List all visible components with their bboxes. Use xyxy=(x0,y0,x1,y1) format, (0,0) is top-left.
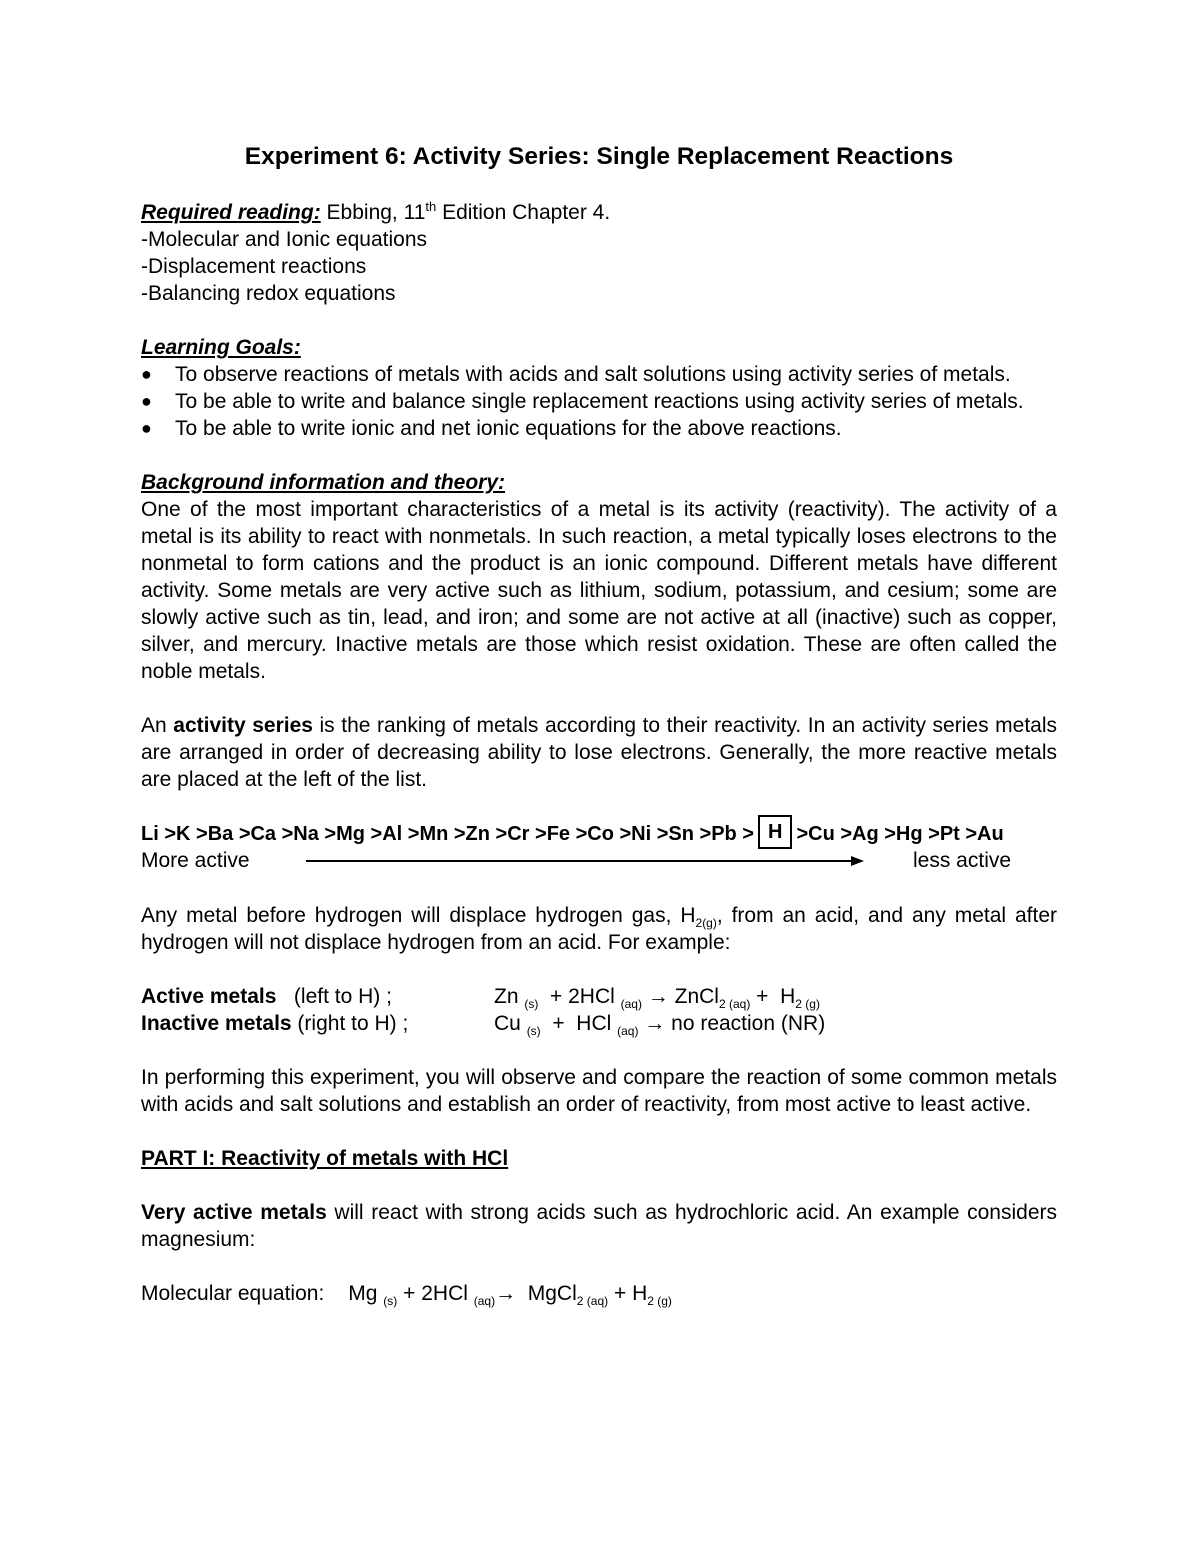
more-active-label: More active xyxy=(141,849,250,872)
para-text: , from an acid, and any metal after hydrogen will not displace hydrogen from an acid. For example: xyxy=(141,904,1057,954)
reading-item: -Displacement reactions xyxy=(141,255,367,278)
eq-part: → no reaction (NR) xyxy=(638,1012,826,1035)
goal-item xyxy=(141,415,1057,442)
series-after-h: >Cu >Ag >Hg >Pt >Au xyxy=(796,823,1004,845)
subscript: (aq) xyxy=(617,1024,639,1039)
subscript: (s) xyxy=(526,1024,541,1039)
molecular-equation-label: Molecular equation: xyxy=(141,1282,325,1305)
background-label: Background information and theory: xyxy=(141,471,506,494)
activity-arrow-row xyxy=(141,847,1057,875)
active-metals-label: Active metals xyxy=(141,985,277,1008)
eq-part: → ZnCl xyxy=(641,985,719,1008)
performing-paragraph: In performing this experiment, you will observe and compare the reaction of some common metals with acids and salt solutions and establish an order of reactivity, from most active to least active. xyxy=(141,1066,1057,1116)
inactive-metals-note: (right to H) ; xyxy=(291,1012,409,1035)
active-metals-example xyxy=(141,983,1057,1010)
subscript: 2(g) xyxy=(695,916,717,931)
eq-part: → MgCl xyxy=(495,1282,577,1305)
inactive-metals-label: Inactive metals xyxy=(141,1012,292,1035)
goal-text: To be able to write and balance single replacement reactions using activity series of metals. xyxy=(175,390,1024,413)
para-text: Any metal before hydrogen will displace hydrogen gas, H xyxy=(141,904,696,927)
activity-series-term: activity series xyxy=(173,714,313,737)
subscript: 2 (g) xyxy=(647,1294,672,1309)
subscript: 2 (aq) xyxy=(718,997,751,1012)
inactive-metals-example xyxy=(141,1010,1057,1037)
eq-part: + HCl xyxy=(540,1012,618,1035)
eq-part: Mg xyxy=(348,1282,384,1305)
para-text: will react with strong acids such as hydrochloric acid. An example considers magnesium: xyxy=(141,1201,1057,1251)
activity-series-paragraph xyxy=(141,712,1057,793)
goal-item xyxy=(141,361,1057,388)
eq-part: + 2HCl xyxy=(397,1282,474,1305)
eq-part: + H xyxy=(750,985,796,1008)
active-metals-equation xyxy=(494,983,820,1010)
eq-part: Cu xyxy=(494,1012,527,1035)
required-reading-text-end: Edition Chapter 4. xyxy=(436,201,611,224)
series-before-h: Li >K >Ba >Ca >Na >Mg >Al >Mn >Zn >Cr >Fe >Co >Ni >Sn >Pb > xyxy=(141,823,754,845)
inactive-metals-equation xyxy=(494,1010,825,1037)
part1-paragraph xyxy=(141,1199,1057,1253)
goal-item xyxy=(141,388,1057,415)
eq-part: + H xyxy=(608,1282,648,1305)
required-reading-label: Required reading: xyxy=(141,201,321,224)
subscript: 2 (g) xyxy=(795,997,820,1012)
required-reading-text: Ebbing, 11 xyxy=(320,201,426,224)
subscript: (aq) xyxy=(473,1294,496,1309)
background-paragraph: One of the most important characteristics of a metal is its activity (reactivity). The activity of a metal is its ability to react with nonmetals. In such reaction, a metal typically loses electrons to the nonmetal to form cations and the product is an ionic compound. Different metals have different activity. Some metals are very active such as lithium, sodium, potassium, and cesium; some are slowly active such as tin, lead, and iron; and some are not active at all (inactive) such as copper, silver, and mercury. Inactive metals are those which resist oxidation. These are often called the noble metals. xyxy=(141,498,1057,683)
learning-goals-label: Learning Goals: xyxy=(141,336,301,359)
para-text: is the ranking of metals according to their reactivity. In an activity series metals are arranged in order of decreasing ability to lose electrons. Generally, the more reactive metals are placed at the left of the list. xyxy=(141,714,1057,791)
active-metals-note: (left to H) ; xyxy=(276,985,392,1008)
hydrogen-box: H xyxy=(758,815,792,849)
activity-series-line xyxy=(141,817,1057,847)
eq-part: Zn xyxy=(494,985,525,1008)
edition-superscript: th xyxy=(425,199,437,214)
document-content xyxy=(141,140,1057,1307)
subscript: (s) xyxy=(524,997,539,1012)
subscript: 2 (aq) xyxy=(576,1294,609,1309)
right-arrow-icon xyxy=(306,853,866,869)
less-active-label: less active xyxy=(913,849,1012,872)
reading-item: -Balancing redox equations xyxy=(141,282,396,305)
subscript: (s) xyxy=(383,1294,398,1309)
document-title: Experiment 6: Activity Series: Single Replacement Reactions xyxy=(244,143,954,170)
bullet-icon: ● xyxy=(141,364,152,384)
bullet-icon: ● xyxy=(141,391,152,411)
hydrogen-paragraph xyxy=(141,902,1057,956)
required-reading-line xyxy=(141,199,1057,226)
bullet-icon: ● xyxy=(141,418,152,438)
eq-part: + 2HCl xyxy=(538,985,621,1008)
goal-text: To observe reactions of metals with acids and salt solutions using activity series of metals. xyxy=(175,363,1011,386)
molecular-equation-line xyxy=(141,1280,1057,1307)
goal-text: To be able to write ionic and net ionic equations for the above reactions. xyxy=(175,417,842,440)
learning-goals-list xyxy=(141,361,1057,442)
para-text: An xyxy=(141,714,174,737)
subscript: (aq) xyxy=(620,997,642,1012)
very-active-metals-term: Very active metals xyxy=(141,1201,327,1224)
part1-heading: PART I: Reactivity of metals with HCl xyxy=(141,1147,509,1170)
reading-item: -Molecular and Ionic equations xyxy=(141,228,428,251)
